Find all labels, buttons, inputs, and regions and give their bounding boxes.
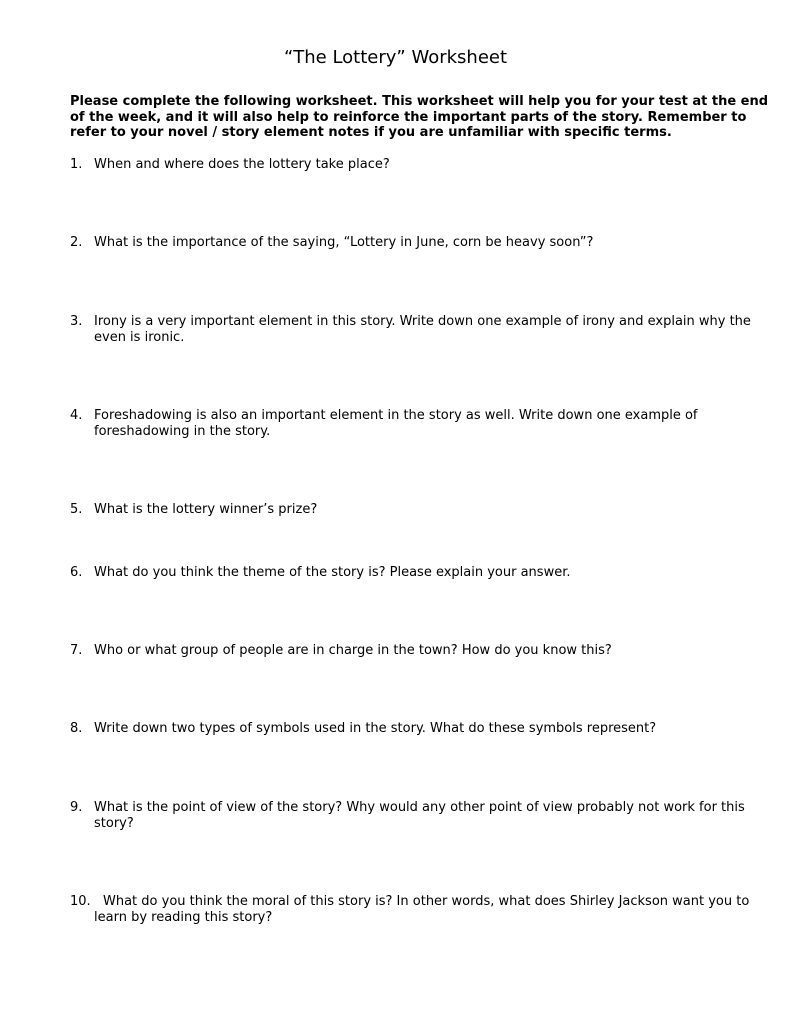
question-10 bbox=[70, 894, 770, 926]
question-number: 6. bbox=[70, 565, 83, 580]
question-number: 2. bbox=[70, 235, 83, 250]
question-number: 9. bbox=[70, 800, 83, 815]
question-2 bbox=[70, 235, 770, 251]
question-number: 10. bbox=[70, 894, 91, 909]
question-text: What is the lottery winner’s prize? bbox=[94, 502, 318, 517]
question-text: Write down two types of symbols used in the story. What do these symbols represent? bbox=[94, 721, 657, 736]
question-6 bbox=[70, 565, 770, 581]
worksheet-title: “The Lottery” Worksheet bbox=[283, 47, 508, 68]
question-8 bbox=[70, 721, 770, 737]
question-1 bbox=[70, 157, 770, 173]
question-text: What do you think the theme of the story is? Please explain your answer. bbox=[94, 565, 571, 580]
question-text: What is the importance of the saying, “Lottery in June, corn be heavy soon”? bbox=[94, 235, 594, 250]
question-text: What is the point of view of the story? Why would any other point of view probably not work for this story? bbox=[94, 800, 745, 831]
question-number: 8. bbox=[70, 721, 83, 736]
question-text: What do you think the moral of this story is? In other words, what does Shirley Jackson want you to learn by reading this story? bbox=[94, 894, 750, 925]
question-text: Foreshadowing is also an important element in the story as well. Write down one example of foreshadowing in the story. bbox=[94, 408, 698, 439]
question-3 bbox=[70, 314, 770, 346]
question-5 bbox=[70, 502, 770, 518]
question-number: 5. bbox=[70, 502, 83, 517]
question-9 bbox=[70, 800, 770, 832]
question-7 bbox=[70, 643, 770, 659]
question-number: 1. bbox=[70, 157, 83, 172]
question-number: 4. bbox=[70, 408, 83, 423]
question-4 bbox=[70, 408, 770, 440]
question-number: 7. bbox=[70, 643, 83, 658]
question-text: Irony is a very important element in this story. Write down one example of irony and explain why the even is ironic. bbox=[94, 314, 751, 345]
question-text: Who or what group of people are in charge in the town? How do you know this? bbox=[94, 643, 612, 658]
question-number: 3. bbox=[70, 314, 83, 329]
question-text: When and where does the lottery take place? bbox=[94, 157, 390, 172]
worksheet-instructions: Please complete the following worksheet. This worksheet will help you for your test at the end of the week, and it will also help to reinforce the important parts of the story. Remember to refer to your novel / story element notes if you are unfamiliar with specific terms. bbox=[70, 94, 769, 140]
